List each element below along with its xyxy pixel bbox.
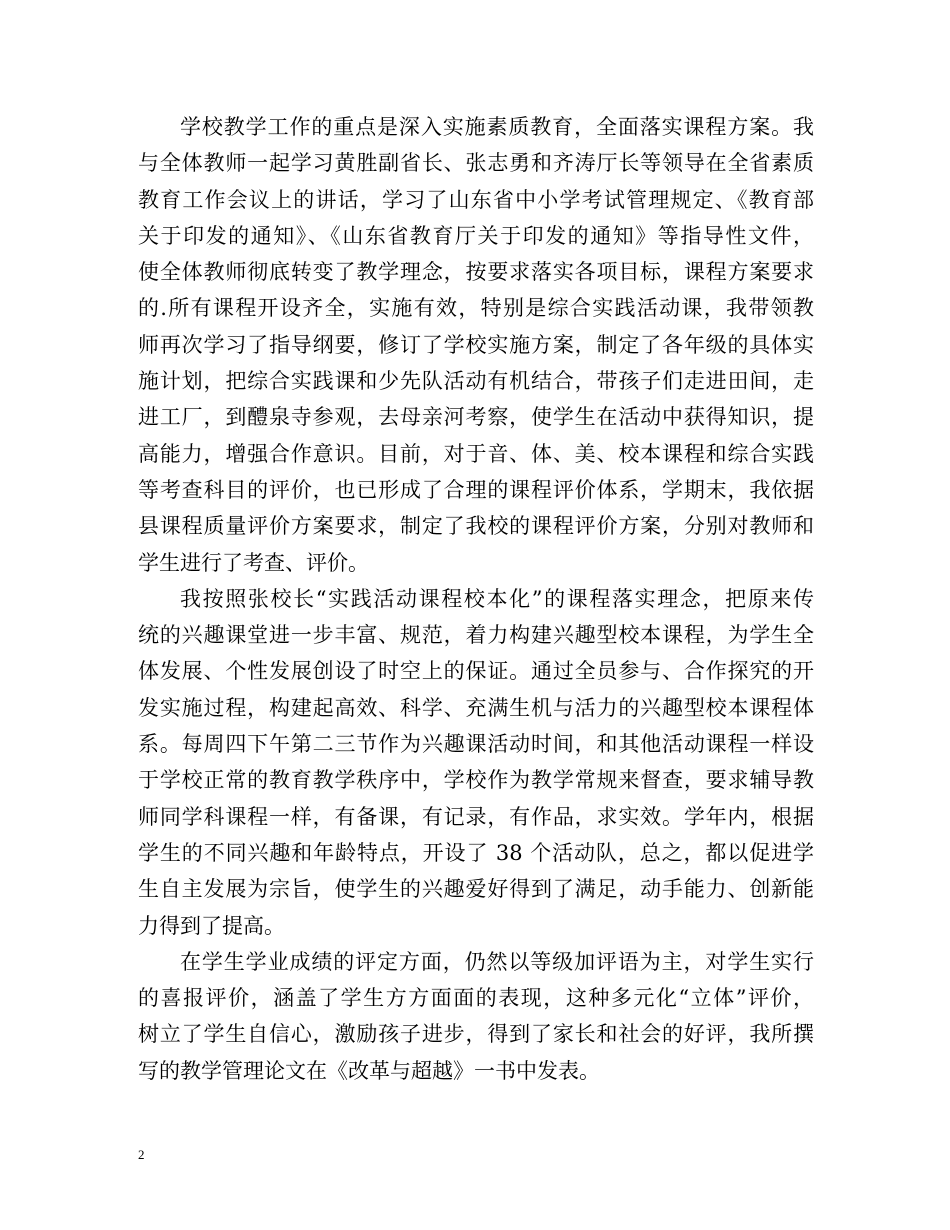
paragraph-line: 统的兴趣课堂进一步丰富、规范，着力构建兴趣型校本课程，为学生全 bbox=[138, 623, 814, 648]
paragraph-line: 生自主发展为宗旨，使学生的兴趣爱好得到了满足，动手能力、创新能 bbox=[138, 877, 814, 902]
paragraph-line: 高能力，增强合作意识。目前，对于音、体、美、校本课程和综合实践 bbox=[138, 441, 814, 466]
paragraph-line: 树立了学生自信心，激励孩子进步，得到了家长和社会的好评，我所撰 bbox=[138, 1022, 814, 1047]
paragraph-line: 于学校正常的教育教学秩序中，学校作为教学常规来督查，要求辅导教 bbox=[138, 768, 814, 793]
paragraph-line: 发实施过程，构建起高效、科学、充满生机与活力的兴趣型校本课程体 bbox=[138, 695, 814, 720]
paragraph-line: 的喜报评价，涵盖了学生方方面面的表现，这种多元化“立体”评价， bbox=[138, 986, 814, 1011]
paragraph-line: 使全体教师彻底转变了教学理念，按要求落实各项目标，课程方案要求 bbox=[138, 260, 814, 285]
paragraph-line: 进工厂，到醴泉寺参观，去母亲河考察，使学生在活动中获得知识，提 bbox=[138, 405, 814, 430]
paragraph-2 bbox=[138, 581, 814, 944]
paragraph-line: 体发展、个性发展创设了时空上的保证。通过全员参与、合作探究的开 bbox=[138, 659, 814, 684]
paragraph-line: 施计划，把综合实践课和少先队活动有机结合，带孩子们走进田间，走 bbox=[138, 369, 814, 394]
paragraph-line: 师再次学习了指导纲要，修订了学校实施方案，制定了各年级的具体实 bbox=[138, 332, 814, 357]
paragraph-line: 学生进行了考查、评价。 bbox=[138, 550, 369, 575]
paragraph-line: 系。每周四下午第二三节作为兴趣课活动时间，和其他活动课程一样设 bbox=[138, 732, 814, 757]
paragraph-1 bbox=[138, 109, 814, 581]
paragraph-line: 等考查科目的评价，也已形成了合理的课程评价体系，学期末，我依据 bbox=[138, 477, 814, 502]
paragraph-line: 县课程质量评价方案要求，制定了我校的课程评价方案，分别对教师和 bbox=[138, 514, 814, 539]
paragraph-line: 教育工作会议上的讲话，学习了山东省中小学考试管理规定、《教育部 bbox=[138, 187, 814, 212]
paragraph-line: 力得到了提高。 bbox=[138, 913, 285, 938]
paragraph-line: 的.所有课程开设齐全，实施有效，特别是综合实践活动课，我带领教 bbox=[138, 296, 814, 321]
paragraph-line: 我按照张校长“实践活动课程校本化”的课程落实理念，把原来传 bbox=[180, 586, 814, 611]
paragraph-line: 学生的不同兴趣和年龄特点，开设了 38 个活动队，总之，都以促进学 bbox=[138, 840, 814, 865]
paragraph-3 bbox=[138, 944, 814, 1089]
paragraph-line: 关于印发的通知》、《山东省教育厅关于印发的通知》等指导性文件， bbox=[138, 223, 814, 248]
document-body bbox=[138, 109, 814, 1089]
paragraph-line: 学校教学工作的重点是深入实施素质教育，全面落实课程方案。我 bbox=[180, 115, 814, 139]
paragraph-line: 与全体教师一起学习黄胜副省长、张志勇和齐涛厅长等领导在全省素质 bbox=[138, 151, 814, 176]
page-number: 2 bbox=[138, 1147, 145, 1162]
paragraph-line: 在学生学业成绩的评定方面，仍然以等级加评语为主，对学生实行 bbox=[180, 949, 814, 974]
paragraph-line: 师同学科课程一样，有备课，有记录，有作品，求实效。学年内，根据 bbox=[138, 804, 814, 829]
paragraph-line: 写的教学管理论文在《改革与超越》一书中发表。 bbox=[138, 1058, 600, 1083]
